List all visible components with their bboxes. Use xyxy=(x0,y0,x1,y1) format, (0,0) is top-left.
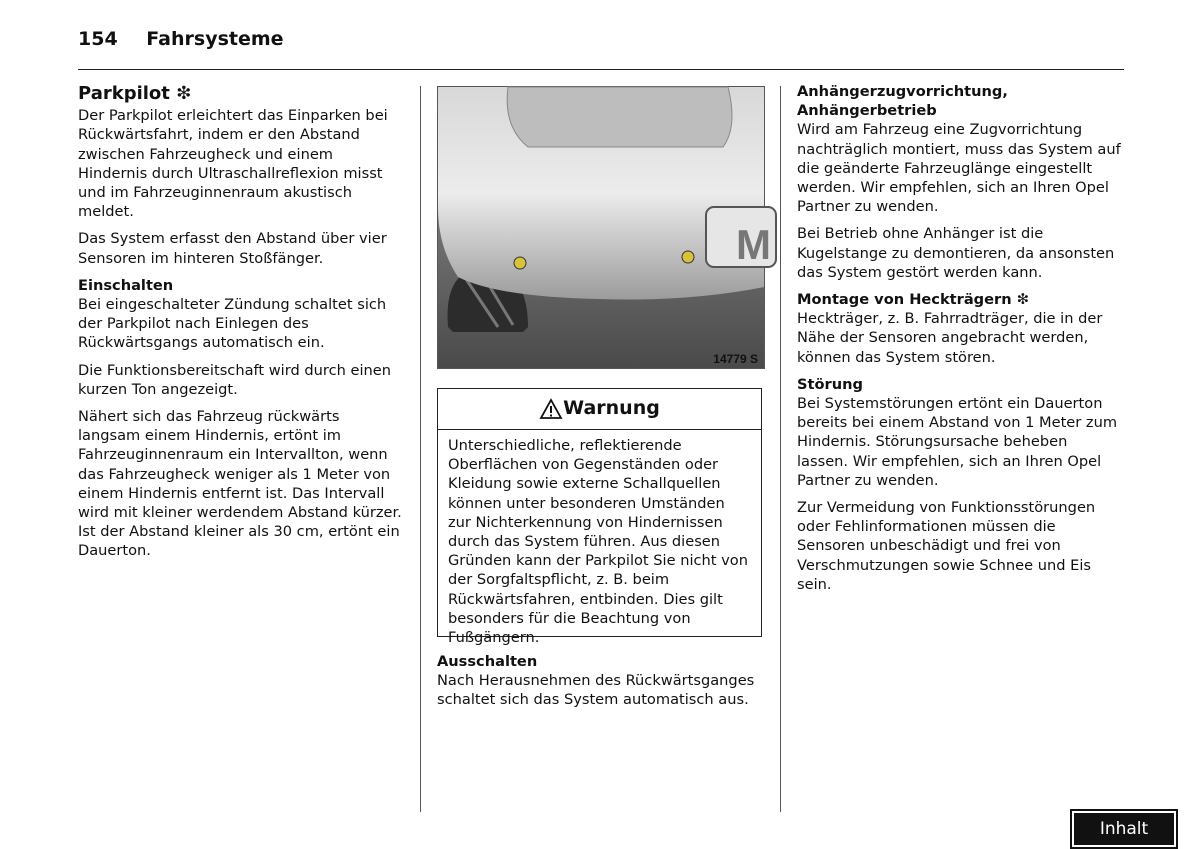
warning-text: Unterschiedliche, reflektierende Oberflächen von Gegenständen oder Kleidung sowie externe Schallquellen können unter besonderen Umständen zur Nichterkennung von Hindernissen durch das System führen. Aus diesen Gründen kann der Parkpilot Sie nicht von der Sorgfaltspflicht, z. B. beim Rückwärtsfahren, entbinden. Dies gilt besonders für die Beachtung von Fußgängern. xyxy=(448,437,748,647)
subheading-fault: Störung xyxy=(797,375,863,393)
column-divider-right xyxy=(780,86,781,812)
paragraph: Der Parkpilot erleichtert das Einparken bei Rückwärtsfahrt, indem er den Abstand zwischen Fahrzeugheck und einem Hindernis durch Ultraschallreflexion misst und im Fahrzeuginnenraum akustisch meldet. xyxy=(78,107,388,221)
paragraph: Nähert sich das Fahrzeug rückwärts langsam einem Hindernis, ertönt im Fahrzeuginnenraum ein Intervallton, wenn das Fahrzeugheck weniger als 1 Meter von einem Hindernis entfernt ist. Das Intervall wird mit kleiner werdendem Abstand kürzer. Ist der Abstand kleiner als 30 cm, ertönt ein Dauerton. xyxy=(78,408,402,560)
paragraph: Bei eingeschalteter Zündung schaltet sich der Parkpilot nach Einlegen des Rückwärtsgangs automatisch ein. xyxy=(78,296,387,352)
warning-box xyxy=(437,388,762,647)
subheading-rack: Montage von Heckträgern ❇ xyxy=(797,291,1029,309)
header-rule xyxy=(78,69,1124,70)
left-column xyxy=(78,80,403,569)
column-divider-left xyxy=(420,86,421,812)
inhalt-button[interactable]: Inhalt xyxy=(1070,809,1178,849)
snowflake-icon: ❇ xyxy=(176,83,192,104)
chapter-title: Fahrsysteme xyxy=(146,28,284,50)
paragraph: Wird am Fahrzeug eine Zugvorrichtung nachträglich montiert, muss das System auf die geänderte Fahrzeuglänge eingestellt werden. Wir empfehlen, sich an Ihren Opel Partner zu wenden. xyxy=(797,121,1121,216)
paragraph: Bei Betrieb ohne Anhänger ist die Kugelstange zu demontieren, da ansonsten das System gestört werden kann. xyxy=(797,225,1115,281)
paragraph: Zur Vermeidung von Funktionsstörungen oder Fehlinformationen müssen die Sensoren unbeschädigt und frei von Verschmutzungen sowie Schnee und Eis sein. xyxy=(797,499,1096,593)
paragraph: Nach Herausnehmen des Rückwärtsganges schaltet sich das System automatisch aus. xyxy=(437,672,755,709)
warning-header xyxy=(438,389,761,430)
car-rear-image xyxy=(438,87,771,368)
middle-column-text xyxy=(437,652,763,710)
subheading-on: Einschalten xyxy=(78,276,174,294)
rear-bumper-illustration xyxy=(437,86,771,369)
section-title: Parkpilot ❇ xyxy=(78,83,192,104)
license-plate-text: M xyxy=(736,221,771,268)
subheading-off: Ausschalten xyxy=(437,653,538,670)
snowflake-icon: ❇ xyxy=(1016,291,1029,309)
right-column xyxy=(797,80,1123,602)
paragraph: Bei Systemstörungen ertönt ein Dauerton bereits bei einem Abstand von 1 Meter zum Hindernis. Störungsursache beheben lassen. Wir empfehlen, sich an Ihren Opel Partner zu wenden. xyxy=(797,395,1118,489)
paragraph: Die Funktionsbereitschaft wird durch einen kurzen Ton angezeigt. xyxy=(78,361,392,398)
paragraph: Das System erfasst den Abstand über vier Sensoren im hinteren Stoßfänger. xyxy=(78,230,387,267)
warning-title: Warnung xyxy=(563,397,660,420)
page-header xyxy=(78,28,284,50)
page-number: 154 xyxy=(78,28,118,50)
figure-code: 14779 S xyxy=(713,352,758,366)
subheading-trailer: Anhängerzugvorrichtung, Anhängerbetrieb xyxy=(797,83,1008,120)
warning-triangle-icon xyxy=(539,398,563,420)
paragraph: Heckträger, z. B. Fahrradträger, die in der Nähe der Sensoren angebracht werden, können das System stören. xyxy=(797,310,1103,366)
